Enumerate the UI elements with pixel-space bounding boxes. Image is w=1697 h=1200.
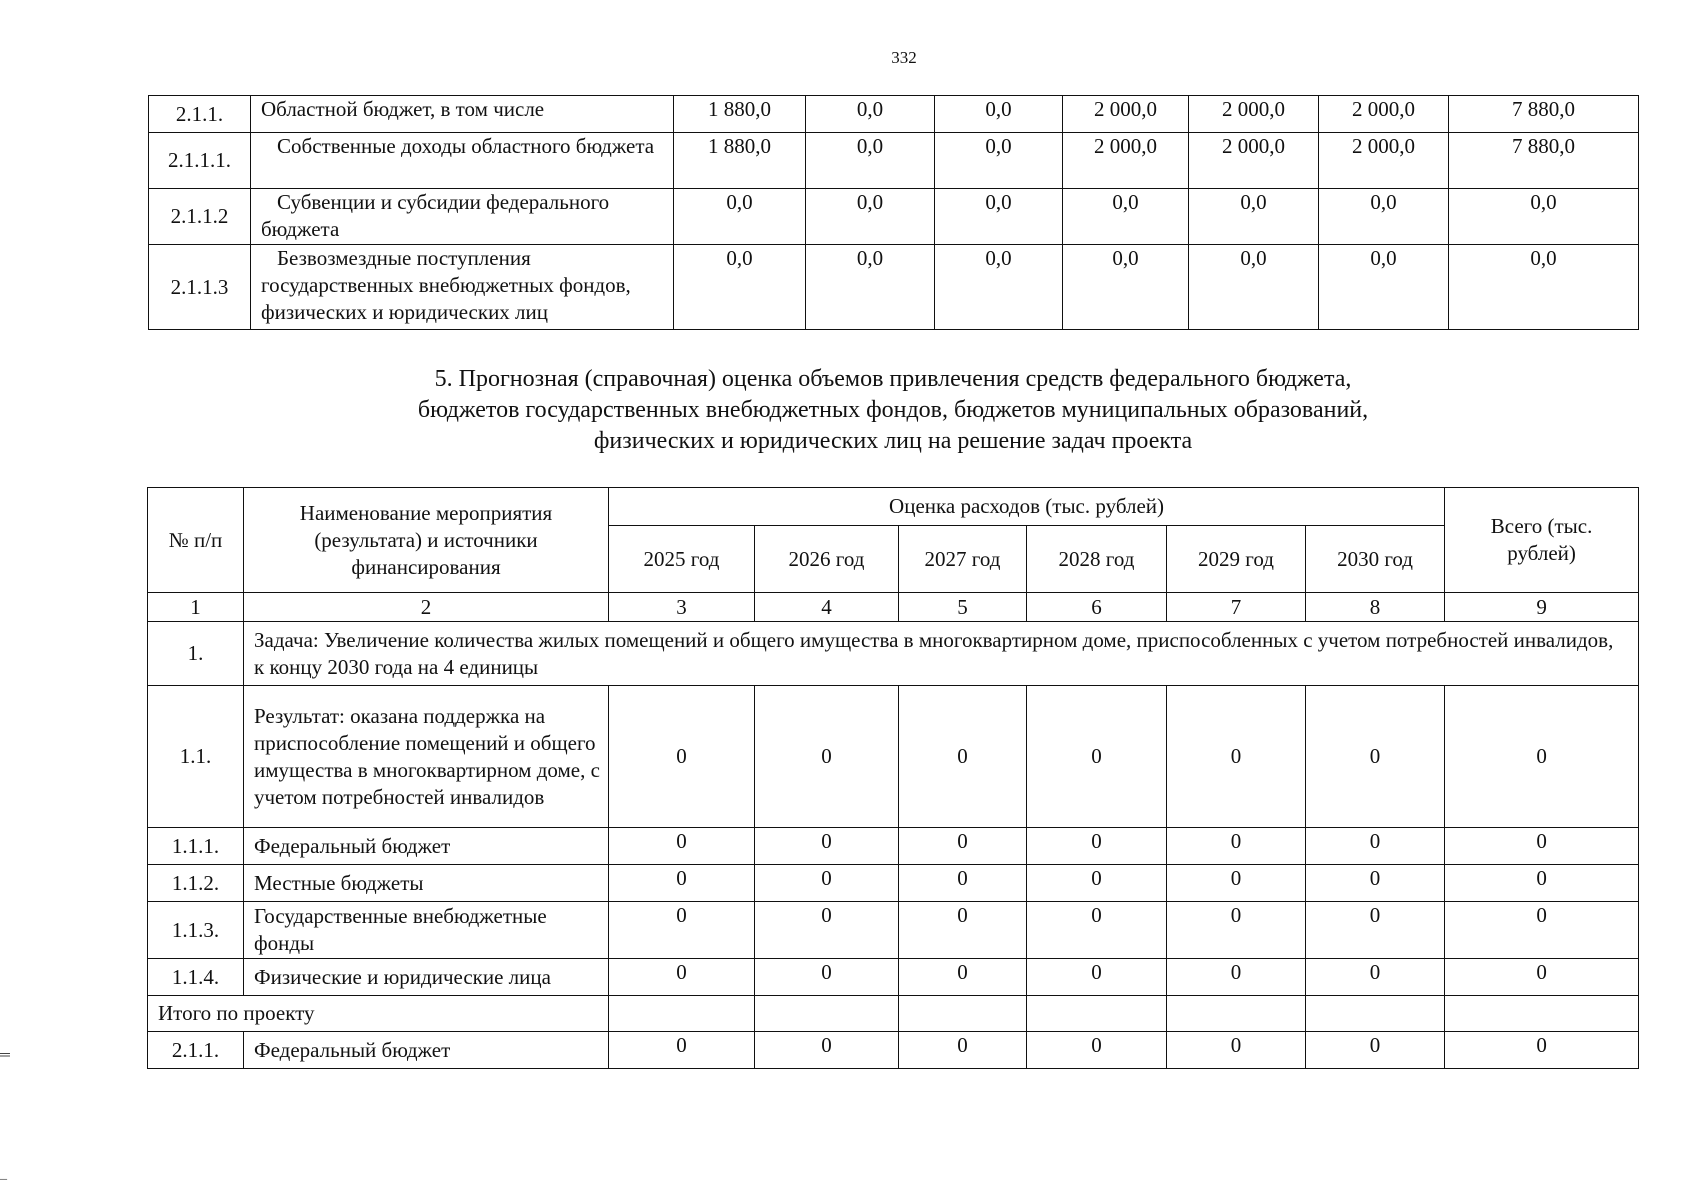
value-cell: 0 [1445, 686, 1639, 828]
value-cell: 0,0 [935, 189, 1063, 245]
value-cell: 2 000,0 [1063, 133, 1189, 189]
value-cell: 0 [755, 959, 899, 996]
row-name [251, 96, 674, 133]
value-cell: 0 [1167, 865, 1306, 902]
value-cell: 0,0 [806, 245, 935, 330]
row-number: 1.1. [148, 686, 244, 828]
row-name: Результат: оказана поддержка на приспособление помещений и общего имущества в многоквартирном доме, с учетом потребностей инвалидов [244, 686, 609, 828]
column-number: 3 [609, 593, 755, 622]
value-cell: 0 [609, 959, 755, 996]
task-text: Задача: Увеличение количества жилых помещений и общего имущества в многоквартирном доме, приспособленных с учетом потребностей инвалидов, к концу 2030 года на 4 единицы [244, 622, 1639, 686]
value-cell: 0,0 [806, 96, 935, 133]
column-number: 7 [1167, 593, 1306, 622]
value-cell: 0,0 [1449, 189, 1639, 245]
table-row [149, 245, 1639, 330]
value-cell: 2 000,0 [1189, 96, 1319, 133]
total-label: Итого по проекту [148, 996, 609, 1032]
margin-mark: _ [0, 1167, 7, 1182]
value-cell: 0 [1027, 959, 1167, 996]
value-cell: 0 [609, 902, 755, 959]
value-cell: 0,0 [1189, 189, 1319, 245]
header-name: Наименование мероприятия (результата) и источники финансирования [244, 488, 609, 593]
value-cell: 2 000,0 [1063, 96, 1189, 133]
column-number: 1 [148, 593, 244, 622]
empty-cell [899, 996, 1027, 1032]
row-number: 2.1.1.3 [149, 245, 251, 330]
column-number: 4 [755, 593, 899, 622]
value-cell: 0 [755, 1032, 899, 1069]
value-cell: 0 [755, 902, 899, 959]
value-cell: 0 [1306, 828, 1445, 865]
value-cell: 0 [1306, 686, 1445, 828]
value-cell: 0 [1306, 902, 1445, 959]
table-row [148, 686, 1639, 828]
margin-mark: ═ [0, 1048, 10, 1063]
value-cell: 7 880,0 [1449, 133, 1639, 189]
header-year: 2028 год [1027, 526, 1167, 593]
header-year: 2029 год [1167, 526, 1306, 593]
total-row [148, 996, 1639, 1032]
column-number: 6 [1027, 593, 1167, 622]
header-estimate: Оценка расходов (тыс. рублей) [609, 488, 1445, 526]
row-number: 2.1.1. [149, 96, 251, 133]
table-row [148, 865, 1639, 902]
column-number: 9 [1445, 593, 1639, 622]
value-cell: 0 [1167, 902, 1306, 959]
value-cell: 0 [755, 828, 899, 865]
task-num: 1. [148, 622, 244, 686]
value-cell: 0 [1027, 828, 1167, 865]
value-cell: 1 880,0 [674, 133, 806, 189]
value-cell: 0 [899, 959, 1027, 996]
value-cell: 0,0 [935, 133, 1063, 189]
row-name: Местные бюджеты [244, 865, 609, 902]
value-cell: 0 [1306, 959, 1445, 996]
value-cell: 0 [1445, 902, 1639, 959]
row-name: Федеральный бюджет [244, 1032, 609, 1069]
header-num: № п/п [148, 488, 244, 593]
header-year: 2030 год [1306, 526, 1445, 593]
row-number: 1.1.4. [148, 959, 244, 996]
value-cell: 0 [1027, 1032, 1167, 1069]
value-cell: 0 [609, 1032, 755, 1069]
table-row [149, 96, 1639, 133]
value-cell: 0 [1027, 865, 1167, 902]
value-cell: 0 [1027, 902, 1167, 959]
value-cell: 0,0 [1319, 245, 1449, 330]
table-row [148, 828, 1639, 865]
value-cell: 0,0 [1449, 245, 1639, 330]
value-cell: 0,0 [1319, 189, 1449, 245]
row-name [251, 133, 674, 189]
row-number: 2.1.1.2 [149, 189, 251, 245]
row-name: Государственные внебюджетные фонды [244, 902, 609, 959]
value-cell: 0 [1167, 959, 1306, 996]
value-cell: 0 [899, 1032, 1027, 1069]
value-cell: 0,0 [674, 245, 806, 330]
value-cell: 0 [899, 865, 1027, 902]
value-cell: 2 000,0 [1189, 133, 1319, 189]
value-cell: 0 [609, 865, 755, 902]
row-number: 2.1.1. [148, 1032, 244, 1069]
row-number: 1.1.2. [148, 865, 244, 902]
empty-cell [1167, 996, 1306, 1032]
row-number: 1.1.3. [148, 902, 244, 959]
row-number: 1.1.1. [148, 828, 244, 865]
value-cell: 0 [1306, 865, 1445, 902]
value-cell: 0 [1167, 1032, 1306, 1069]
row-name-text: Субвенции и субсидии федерального бюджета [261, 190, 610, 241]
row-number: 2.1.1.1. [149, 133, 251, 189]
value-cell: 0 [1445, 828, 1639, 865]
value-cell: 0 [1445, 1032, 1639, 1069]
empty-cell [609, 996, 755, 1032]
empty-cell [755, 996, 899, 1032]
column-number: 8 [1306, 593, 1445, 622]
row-name-text: Безвозмездные поступления государственных внебюджетных фондов, физических и юридических лиц [261, 246, 631, 324]
value-cell: 0 [755, 686, 899, 828]
task-row [148, 622, 1639, 686]
value-cell: 7 880,0 [1449, 96, 1639, 133]
section-heading-line: физических и юридических лиц на решение задач проекта [593, 428, 1193, 454]
value-cell: 0 [1027, 686, 1167, 828]
value-cell: 2 000,0 [1319, 96, 1449, 133]
value-cell: 0,0 [806, 133, 935, 189]
row-name-text: Областной бюджет, в том числе [261, 97, 545, 121]
table-row [149, 133, 1639, 189]
section-heading-line: 5. Прогнозная (справочная) оценка объемов привлечения средств федерального бюджета, [434, 366, 1352, 392]
budget-continuation-table [148, 95, 1639, 330]
row-name [251, 189, 674, 245]
empty-cell [1445, 996, 1639, 1032]
value-cell: 0 [755, 865, 899, 902]
value-cell: 0 [609, 828, 755, 865]
row-name [251, 245, 674, 330]
value-cell: 0 [609, 686, 755, 828]
header-year: 2027 год [899, 526, 1027, 593]
value-cell: 0,0 [674, 189, 806, 245]
funding-estimate-table [147, 487, 1639, 1069]
row-name: Физические и юридические лица [244, 959, 609, 996]
value-cell: 0,0 [1063, 189, 1189, 245]
value-cell: 0,0 [806, 189, 935, 245]
row-name-text: Собственные доходы областного бюджета [277, 134, 655, 158]
column-number: 2 [244, 593, 609, 622]
table-row [148, 902, 1639, 959]
value-cell: 0 [1445, 865, 1639, 902]
table-row [149, 189, 1639, 245]
value-cell: 0,0 [935, 245, 1063, 330]
section-heading [148, 364, 1638, 457]
column-number: 5 [899, 593, 1027, 622]
value-cell: 0 [899, 828, 1027, 865]
value-cell: 0 [899, 902, 1027, 959]
header-total: Всего (тыс. рублей) [1445, 488, 1639, 593]
empty-cell [1027, 996, 1167, 1032]
header-year: 2026 год [755, 526, 899, 593]
table-row [148, 959, 1639, 996]
page-number: 332 [891, 48, 917, 67]
section-heading-line: бюджетов государственных внебюджетных фондов, бюджетов муниципальных образований, [417, 397, 1369, 423]
row-name: Федеральный бюджет [244, 828, 609, 865]
empty-cell [1306, 996, 1445, 1032]
value-cell: 0,0 [935, 96, 1063, 133]
value-cell: 0 [1445, 959, 1639, 996]
value-cell: 0 [1167, 686, 1306, 828]
header-year: 2025 год [609, 526, 755, 593]
value-cell: 0 [1306, 1032, 1445, 1069]
table-row [148, 1032, 1639, 1069]
value-cell: 2 000,0 [1319, 133, 1449, 189]
value-cell: 0,0 [1063, 245, 1189, 330]
value-cell: 1 880,0 [674, 96, 806, 133]
value-cell: 0 [899, 686, 1027, 828]
value-cell: 0 [1167, 828, 1306, 865]
value-cell: 0,0 [1189, 245, 1319, 330]
